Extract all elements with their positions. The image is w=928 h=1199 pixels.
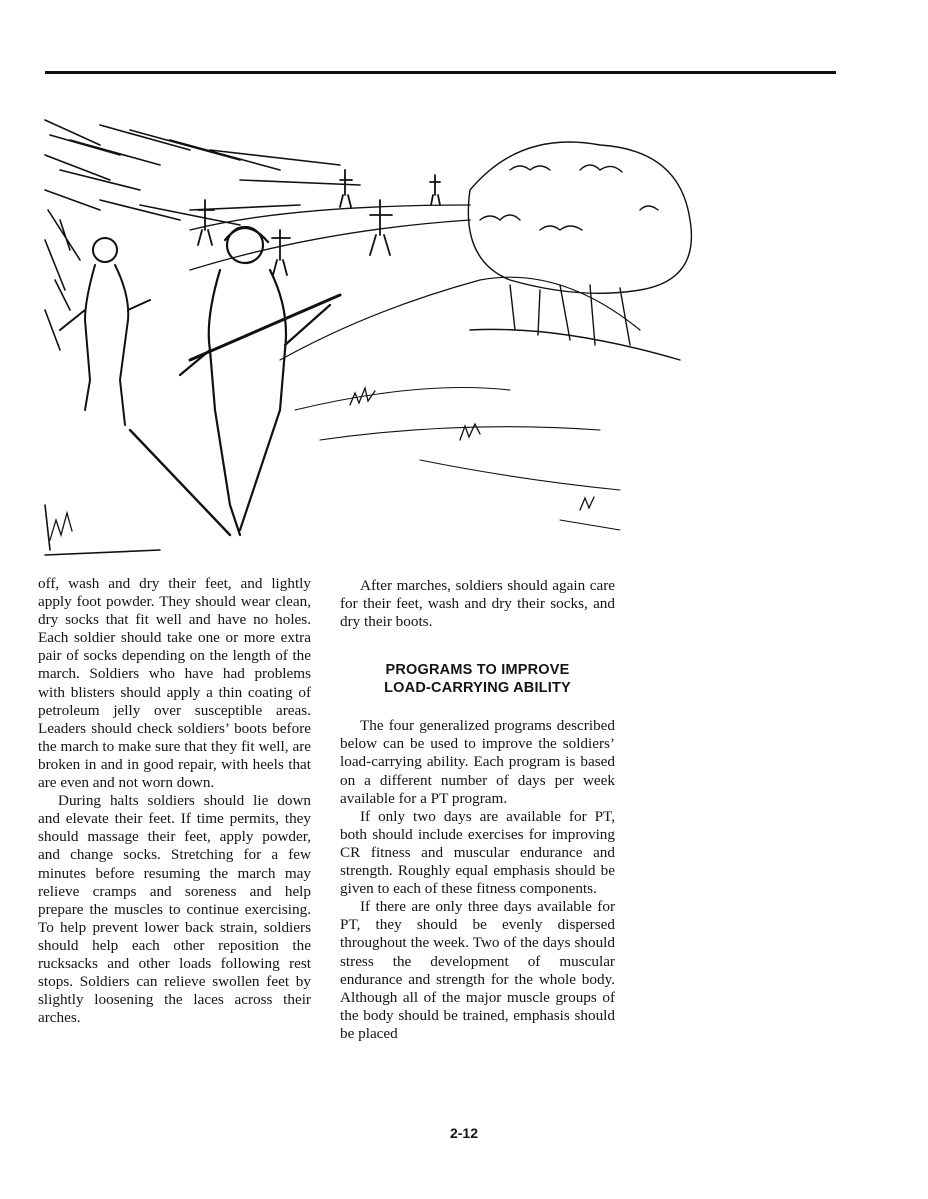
right-column [340, 577, 615, 1043]
paragraph-foot-care: off, wash and dry their feet, and lightly apply foot powder. They should wear clean, dry socks that fit well and have no holes. Each soldier should take one or more extra pair of socks depending on the length of the march. Soldiers who have had problems with blisters should apply a thin coating of petroleum jelly over susceptible areas. Leaders should check soldiers’ boots before the march to make sure that they fit well, are broken in and in good repair, with heels that are even and not worn down. [38, 575, 311, 792]
left-column [38, 575, 311, 1027]
page-number: 2-12 [449, 1125, 479, 1141]
road-march-illustration-icon [40, 110, 720, 560]
heading-line-2: LOAD-CARRYING ABILITY [384, 680, 571, 697]
top-rule [45, 71, 836, 74]
heading-line-1: PROGRAMS TO IMPROVE [385, 662, 570, 679]
section-heading [340, 661, 615, 697]
paragraph-after-marches: After marches, soldiers should again care for their feet, wash and dry their socks, and dry their boots. [340, 577, 615, 631]
paragraph-four-programs: The four generalized programs described below can be used to improve the soldiers’ load-carrying ability. Each program is based on a different number of days per week available for a PT program. [340, 717, 615, 807]
paragraph-two-days: If only two days are available for PT, both should include exercises for improving CR fitness and muscular endurance and strength. Roughly equal emphasis should be given to each of these fitness components. [340, 807, 615, 898]
paragraph-halts: During halts soldiers should lie down and elevate their feet. If time permits, they should massage their feet, apply powder, and change socks. Stretching for a few minutes before resuming the march may relieve cramps and soreness and help prepare the muscles to continue exercising. To help prevent lower back strain, soldiers should help each other reposition the rucksacks and other loads following rest stops. Soldiers can relieve swollen feet by slightly loosening the laces across their arches. [38, 792, 311, 1027]
paragraph-three-days: If there are only three days available for PT, they should be evenly dispersed throughout the week. Two of the days should stress the development of muscular endurance and strength for the whole body. Although all of the major muscle groups of the body should be trained, emphasis should be placed [340, 898, 615, 1042]
